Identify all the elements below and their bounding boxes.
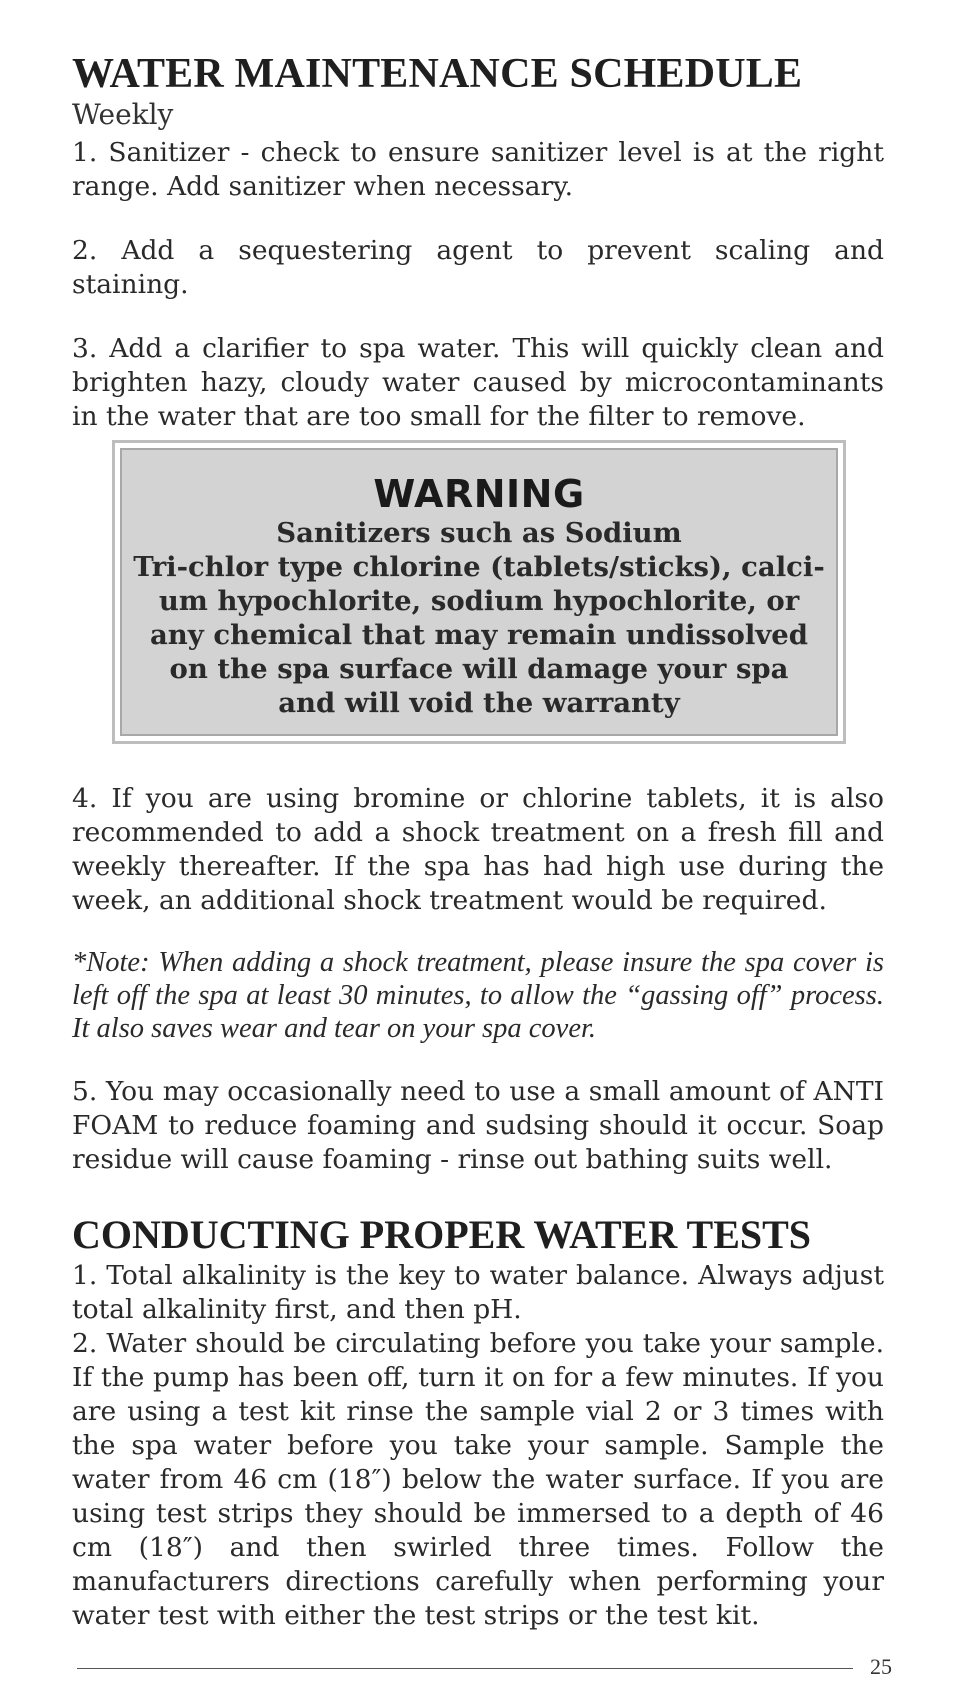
warning-line: on the spa surface will damage your spa xyxy=(169,653,789,685)
warning-line: and will void the warranty xyxy=(278,687,680,719)
item-clarifier: 3. Add a clarifier to spa water. This will quickly clean and brighten hazy, cloudy water caused by microcontaminants in the water that are too small for the filter to remove. xyxy=(72,333,884,432)
warning-line: any chemical that may remain undissolved xyxy=(149,619,809,651)
page-number: 25 xyxy=(870,1654,892,1679)
warning-line: um hypochlorite, sodium hypochlorite, or xyxy=(158,585,800,617)
item-sequestering: 2. Add a sequestering agent to prevent scaling and staining. xyxy=(72,235,884,300)
warning-box xyxy=(112,440,846,744)
warning-line: Sanitizers such as Sodium xyxy=(276,517,682,549)
test-item-alkalinity: 1. Total alkalinity is the key to water balance. Always adjust total alkalinity first, and then pH. xyxy=(72,1260,884,1325)
warning-title: WARNING xyxy=(373,472,585,516)
section-title-water-tests: CONDUCTING PROPER WATER TESTS xyxy=(72,1212,812,1257)
item-shock-treatment: 4. If you are using bromine or chlorine tablets, it is also recommended to add a shock treatment on a fresh fill and weekly thereafter. If the spa has had high use during the week, an additional shock treatment would be required. xyxy=(72,783,884,916)
item-sanitizer: 1. Sanitizer - check to ensure sanitizer level is at the right range. Add sanitizer when necessary. xyxy=(72,137,884,202)
page-title: WATER MAINTENANCE SCHEDULE xyxy=(72,51,803,97)
warning-line: Tri-chlor type chlorine (tablets/sticks), calci- xyxy=(133,551,825,583)
section-subtitle: Weekly xyxy=(72,98,174,131)
item-anti-foam: 5. You may occasionally need to use a small amount of ANTI FOAM to reduce foaming and sudsing should it occur. Soap residue will cause foaming - rinse out bathing suits well. xyxy=(72,1076,884,1175)
shock-note: *Note: When adding a shock treatment, please insure the spa cover is left off the spa at least 30 minutes, to allow the “gassing off” process. It also saves wear and tear on your spa cover. xyxy=(72,947,884,1044)
test-item-sampling: 2. Water should be circulating before you take your sample. If the pump has been off, turn it on for a few minutes. If you are using a test kit rinse the sample vial 2 or 3 times with the spa water before you take your sample. Sample the water from 46 cm (18″) below the water surface. If you are using test strips they should be immersed to a depth of 46 cm (18″) and then swirled three times. Follow the manufacturers directions carefully when performing your water test with either the test strips or the test kit. xyxy=(72,1328,884,1631)
document-page xyxy=(72,50,884,1633)
footer-divider xyxy=(77,1668,853,1669)
warning-box-inner xyxy=(120,448,838,736)
